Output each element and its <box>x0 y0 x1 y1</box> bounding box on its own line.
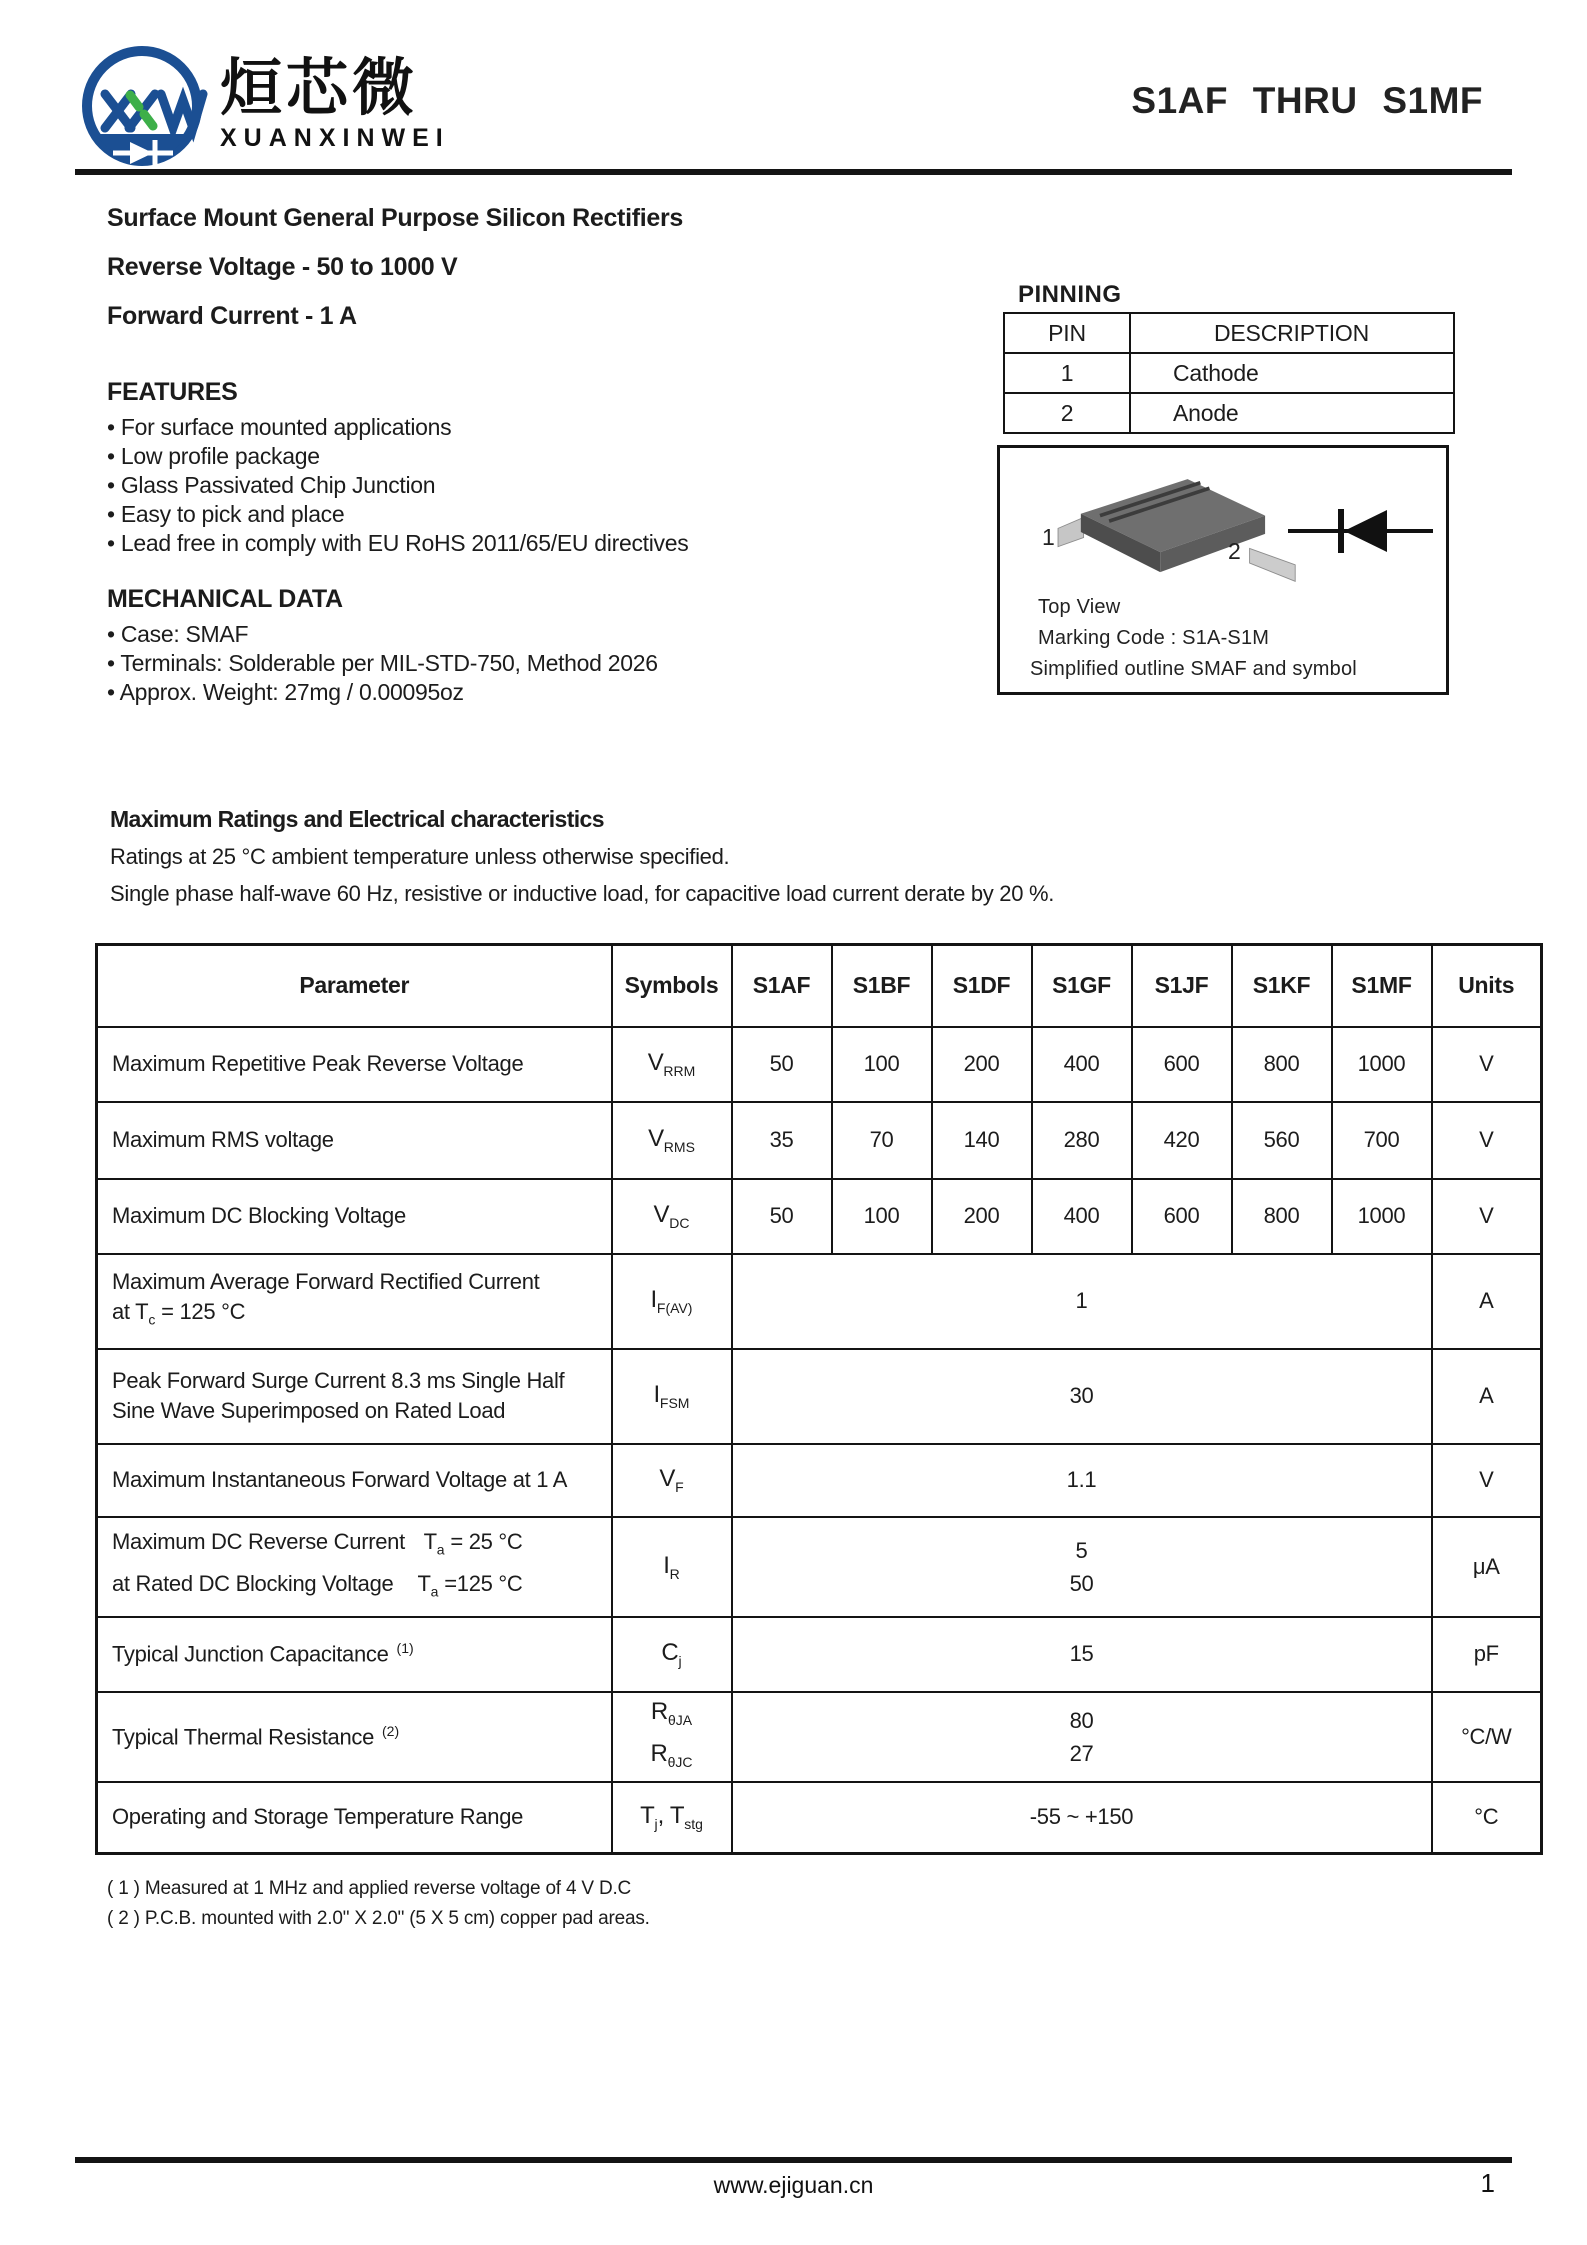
symbol-sub: F <box>675 1478 684 1495</box>
value-cell: 280 <box>1032 1102 1132 1179</box>
ratings-note-2: Single phase half-wave 60 Hz, resistive or inductive load, for capacitive load current derate by 20 %. <box>110 881 1055 906</box>
symbol-sub: θJA <box>667 1711 693 1728</box>
diode-symbol-icon <box>1288 506 1433 556</box>
mechanical-item: • Terminals: Solderable per MIL-STD-750, Method 2026 <box>107 650 658 676</box>
pinning-header-row <box>1004 313 1454 353</box>
value-cell: 50 <box>732 1179 832 1254</box>
mechanical-item: • Case: SMAF <box>107 621 249 647</box>
header-parameter: Parameter <box>97 945 612 1027</box>
unit-cell: °C/W <box>1432 1692 1542 1782</box>
value-cell: 400 <box>1032 1027 1132 1102</box>
parameter-cell: Maximum Repetitive Peak Reverse Voltage <box>97 1027 612 1102</box>
company-name-en: XUANXINWEI <box>220 124 450 152</box>
parameter-cell <box>97 1617 612 1692</box>
value-cell: 100 <box>832 1179 932 1254</box>
merged-value-cell <box>732 1692 1432 1782</box>
footnote-marker: (1) <box>396 1640 414 1657</box>
unit-cell: V <box>1432 1027 1542 1102</box>
pinning-table <box>1003 312 1455 434</box>
company-name-cn: 烜芯微 <box>220 54 419 123</box>
condition-text <box>417 1567 522 1608</box>
table-footnotes <box>107 1874 650 1934</box>
parameter-text: Maximum DC Reverse Current <box>112 1529 405 1555</box>
symbol-cell <box>612 1102 732 1179</box>
mechanical-list <box>107 620 658 707</box>
table-row-vf <box>97 1444 1542 1517</box>
table-row-thermal <box>97 1692 1542 1782</box>
header-device: S1DF <box>932 945 1032 1027</box>
unit-cell: pF <box>1432 1617 1542 1692</box>
value-cell: 35 <box>732 1102 832 1179</box>
symbol-cell <box>612 1782 732 1854</box>
value-cell: 800 <box>1232 1027 1332 1102</box>
condition-text <box>424 1525 523 1566</box>
value-line: 27 <box>1069 1740 1094 1766</box>
merged-value-cell: 1.1 <box>732 1444 1432 1517</box>
symbol-sub: RRM <box>663 1062 696 1079</box>
value-cell: 700 <box>1332 1102 1432 1179</box>
symbol-sub: F(AV) <box>656 1299 693 1316</box>
parameter-line: Maximum Average Forward Rectified Current <box>112 1269 540 1295</box>
symbol-base: I <box>650 1286 657 1314</box>
description-column-header: DESCRIPTION <box>1130 313 1454 353</box>
symbol-cell <box>612 1349 732 1444</box>
merged-value-cell <box>732 1517 1432 1617</box>
condition-rest: =125 °C <box>438 1570 523 1596</box>
page-number: 1 <box>1480 2168 1495 2198</box>
condition-rest: = 25 °C <box>444 1529 523 1555</box>
package-caption-marking-code: Marking Code : S1A-S1M <box>1038 627 1270 649</box>
value-cell: 140 <box>932 1102 1032 1179</box>
feature-item: • Glass Passivated Chip Junction <box>107 472 436 498</box>
value-cell: 400 <box>1032 1179 1132 1254</box>
unit-cell: μA <box>1432 1517 1542 1617</box>
symbol-sub: stg <box>684 1816 703 1833</box>
parameter-line <box>112 1297 601 1334</box>
symbol-cell <box>612 1517 732 1617</box>
features-section <box>107 378 688 558</box>
parameter-text: Typical Junction Capacitance <box>112 1641 389 1667</box>
intro-line-3: Forward Current - 1 A <box>107 302 357 330</box>
feature-item: • Easy to pick and place <box>107 501 345 527</box>
parameter-text: at Rated DC Blocking Voltage <box>112 1570 394 1596</box>
pin-description: Cathode <box>1130 353 1454 393</box>
symbol-sub: θJC <box>667 1753 693 1770</box>
package-caption-outline: Simplified outline SMAF and symbol <box>1030 658 1357 680</box>
company-logo <box>75 36 450 176</box>
value-cell: 600 <box>1132 1027 1232 1102</box>
unit-cell: V <box>1432 1102 1542 1179</box>
parameter-line <box>112 1525 601 1566</box>
unit-cell: A <box>1432 1254 1542 1349</box>
parameter-line: Peak Forward Surge Current 8.3 ms Single Half <box>112 1368 565 1393</box>
footer-url: www.ejiguan.cn <box>713 2172 874 2198</box>
pinning-row <box>1004 393 1454 433</box>
footer-rule <box>75 2157 1512 2163</box>
ratings-heading: Maximum Ratings and Electrical characteristics <box>110 806 604 832</box>
symbol-cell <box>612 1179 732 1254</box>
value-line: 50 <box>1069 1570 1094 1596</box>
symbol-base: R <box>650 1697 668 1725</box>
parameter-cell <box>97 1349 612 1444</box>
header-symbols: Symbols <box>612 945 732 1027</box>
value-line: 80 <box>1069 1707 1094 1733</box>
condition-sub: a <box>436 1541 445 1558</box>
mechanical-item: • Approx. Weight: 27mg / 0.00095oz <box>107 679 464 705</box>
unit-cell: A <box>1432 1349 1542 1444</box>
header-units: Units <box>1432 945 1542 1027</box>
header-device: S1MF <box>1332 945 1432 1027</box>
logo-text <box>220 36 450 153</box>
package-outline-box <box>997 445 1449 695</box>
header-device: S1JF <box>1132 945 1232 1027</box>
symbol-base: V <box>647 1049 664 1077</box>
value-cell: 50 <box>732 1027 832 1102</box>
pinning-row <box>1004 353 1454 393</box>
value-cell: 200 <box>932 1179 1032 1254</box>
unit-cell: V <box>1432 1179 1542 1254</box>
symbol-cell <box>612 1692 732 1782</box>
header-device: S1KF <box>1232 945 1332 1027</box>
value-cell: 200 <box>932 1027 1032 1102</box>
symbol-sub: j <box>678 1652 682 1669</box>
parameter-line: Sine Wave Superimposed on Rated Load <box>112 1398 506 1423</box>
header-device: S1BF <box>832 945 932 1027</box>
table-row-ifsm <box>97 1349 1542 1444</box>
footnote-marker: (2) <box>382 1722 400 1739</box>
table-row-temp-range <box>97 1782 1542 1854</box>
symbol-base: V <box>653 1201 670 1229</box>
symbol-cell <box>612 1444 732 1517</box>
parameter-line <box>112 1567 601 1608</box>
symbol-base: T <box>640 1802 655 1830</box>
symbol-base: V <box>659 1465 676 1493</box>
pinning-heading: PINNING <box>1018 281 1122 308</box>
intro-block <box>107 204 683 351</box>
smaf-package-drawing <box>1030 470 1305 605</box>
package-pin1-label: 1 <box>1042 524 1055 550</box>
table-row-ir <box>97 1517 1542 1617</box>
table-row-ifav <box>97 1254 1542 1349</box>
parameter-text: = 125 °C <box>155 1299 246 1325</box>
value-cell: 100 <box>832 1027 932 1102</box>
package-pin2-label: 2 <box>1228 538 1241 564</box>
parameter-text: at T <box>112 1299 149 1325</box>
symbol-base: I <box>663 1551 670 1579</box>
condition-base: T <box>417 1570 431 1596</box>
symbol-cell <box>612 1027 732 1102</box>
merged-value-cell: 30 <box>732 1349 1432 1444</box>
symbol-base: C <box>661 1639 679 1667</box>
condition-sub: a <box>430 1582 439 1599</box>
symbol-sub: j <box>654 1816 658 1833</box>
intro-line-2: Reverse Voltage - 50 to 1000 V <box>107 253 458 281</box>
value-cell: 1000 <box>1332 1027 1432 1102</box>
symbol-sub: DC <box>669 1214 690 1231</box>
logo-mark-icon <box>75 36 210 176</box>
pin-description: Anode <box>1130 393 1454 433</box>
table-row-vrms <box>97 1102 1542 1179</box>
feature-item: • For surface mounted applications <box>107 414 452 440</box>
unit-cell: V <box>1432 1444 1542 1517</box>
pin-column-header: PIN <box>1004 313 1130 353</box>
symbol-base: , T <box>657 1802 685 1830</box>
symbol-base: I <box>653 1381 660 1409</box>
condition-base: T <box>423 1529 437 1555</box>
footnote-2: ( 2 ) P.C.B. mounted with 2.0" X 2.0" (5 X 5 cm) copper pad areas. <box>107 1908 650 1929</box>
mechanical-heading: MECHANICAL DATA <box>107 585 343 613</box>
header-rule <box>75 169 1512 175</box>
ratings-note-1: Ratings at 25 °C ambient temperature unless otherwise specified. <box>110 844 730 869</box>
symbol-line <box>613 1737 731 1779</box>
parameter-cell: Operating and Storage Temperature Range <box>97 1782 612 1854</box>
feature-item: • Low profile package <box>107 443 320 469</box>
symbol-base: R <box>650 1739 668 1767</box>
parameter-cell <box>97 1692 612 1782</box>
symbol-sub: RMS <box>663 1138 695 1155</box>
parameter-text: Typical Thermal Resistance <box>112 1724 375 1750</box>
features-list <box>107 413 688 558</box>
features-heading: FEATURES <box>107 378 238 406</box>
merged-value-cell: -55 ~ +150 <box>732 1782 1432 1854</box>
parameter-cell: Maximum DC Blocking Voltage <box>97 1179 612 1254</box>
symbol-cell <box>612 1617 732 1692</box>
unit-cell: °C <box>1432 1782 1542 1854</box>
merged-value-cell: 15 <box>732 1617 1432 1692</box>
symbol-sub: FSM <box>659 1394 690 1411</box>
parameter-cell: Maximum Instantaneous Forward Voltage at 1 A <box>97 1444 612 1517</box>
value-cell: 560 <box>1232 1102 1332 1179</box>
document-title: S1AF THRU S1MF <box>1131 80 1483 121</box>
table-row-vdc <box>97 1179 1542 1254</box>
symbol-sub: R <box>669 1565 680 1582</box>
pin-number: 1 <box>1004 353 1130 393</box>
package-caption-top-view: Top View <box>1038 596 1121 618</box>
symbol-line <box>613 1695 731 1737</box>
feature-item: • Lead free in comply with EU RoHS 2011/65/EU directives <box>107 530 689 556</box>
ratings-table <box>95 943 1543 1855</box>
merged-value-cell: 1 <box>732 1254 1432 1349</box>
parameter-cell <box>97 1254 612 1349</box>
footnote-1: ( 1 ) Measured at 1 MHz and applied reverse voltage of 4 V D.C <box>107 1878 632 1899</box>
table-row-vrrm <box>97 1027 1542 1102</box>
parameter-cell: Maximum RMS voltage <box>97 1102 612 1179</box>
value-cell: 800 <box>1232 1179 1332 1254</box>
mechanical-data-section <box>107 585 658 707</box>
value-cell: 420 <box>1132 1102 1232 1179</box>
pin-number: 2 <box>1004 393 1130 433</box>
parameter-sub: c <box>148 1311 156 1328</box>
symbol-base: V <box>648 1125 664 1153</box>
value-line: 5 <box>1075 1537 1088 1563</box>
intro-line-1: Surface Mount General Purpose Silicon Rectifiers <box>107 204 684 232</box>
header-device: S1AF <box>732 945 832 1027</box>
parameter-cell <box>97 1517 612 1617</box>
value-cell: 70 <box>832 1102 932 1179</box>
table-row-cj <box>97 1617 1542 1692</box>
ratings-header-row <box>97 945 1542 1027</box>
value-cell: 1000 <box>1332 1179 1432 1254</box>
symbol-cell <box>612 1254 732 1349</box>
header-device: S1GF <box>1032 945 1132 1027</box>
value-cell: 600 <box>1132 1179 1232 1254</box>
